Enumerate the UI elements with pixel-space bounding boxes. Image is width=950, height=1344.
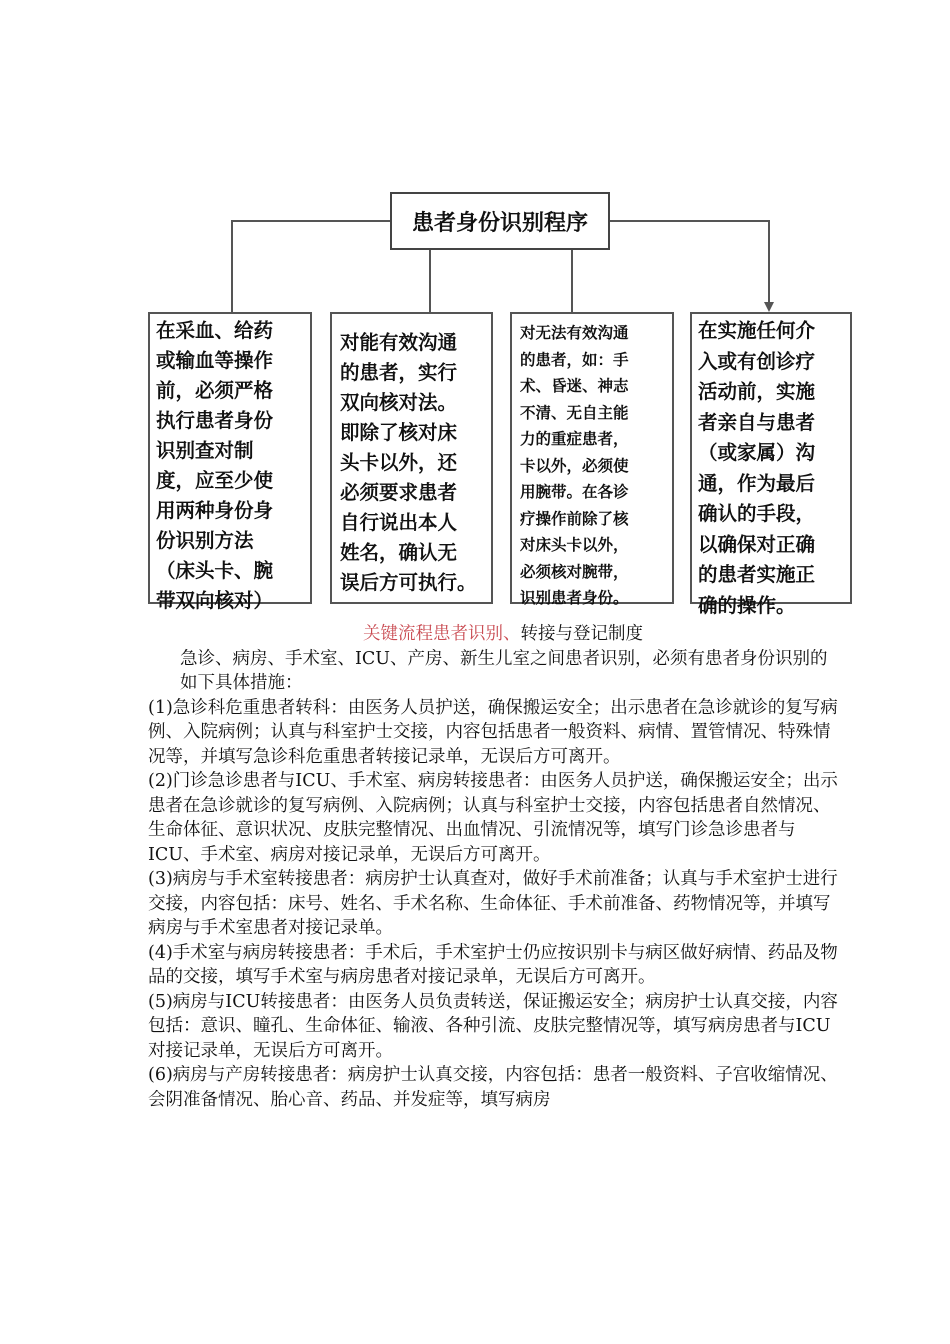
identification-flowchart [0,0,950,620]
procedure-box-text: 对无法有效沟通 的患者，如：手 术、昏迷、神志 不清、无自主能 力的重症患者， 卡以外，必须使 用腕带。在各诊 疗操作前除了核 对床头卡以外， 必须核对腕带， 识别患者身份。 [520,324,629,607]
procedure-box-blood-drug [148,312,312,612]
flowchart-title-box [390,192,610,250]
paragraph-1: (1)急诊科危重患者转科：由医务人员护送，确保搬运安全；出示患者在急诊就诊的复写病例、入院病例；认真与科室护士交接，内容包括患者一般资料、病情、置管情况、特殊情况等，并填写急诊科危重患者转接记录单，无误后方可离开。 [148,697,838,767]
section-title [168,622,838,647]
procedure-box-communicative-patient [330,312,493,604]
paragraph-6: (6)病房与产房转接患者：病房护士认真交接，内容包括：患者一般资料、子宫收缩情况、会阴准备情况、胎心音、药品、并发症等，填写病房 [148,1065,838,1110]
paragraph-5: (5)病房与ICU转接患者：由医务人员负责转送，保证搬运安全；病房护士认真交接，内容包括：意识、瞳孔、生命体征、输液、各种引流、皮肤完整情况等，填写病房患者与ICU对接记录单，无误后方可离开。 [148,991,838,1061]
paragraph-2: (2)门诊急诊患者与ICU、手术室、病房转接患者：由医务人员护送，确保搬运安全；出示患者在急诊就诊的复写病例、入院病例；认真与科室护士交接，内容包括患者自然情况、生命体征、意识状况、皮肤完整情况、出血情况、引流情况等，填写门诊急诊患者与ICU、手术室、病房对接记录单，无误后方可离开。 [148,771,838,865]
procedure-box-non-communicative-patient [510,312,674,607]
intro-paragraph: 急诊、病房、手术室、ICU、产房、新生儿室之间患者识别，必须有患者身份识别的如下具体措施： [180,648,828,693]
section-title-accent: 关键流程患者识别、 [363,624,521,644]
procedure-box-text: 对能有效沟通 的患者，实行 双向核对法。 即除了核对床 头卡以外，还 必须要求患者 自行说出本人 姓名，确认无 误后方可执行。 [340,331,477,594]
document-body [148,622,838,1112]
procedure-box-text: 在采血、给药 或输血等操作 前，必须严格 执行患者身份 识别查对制 度，应至少使 用两种身份身 份识别方法 （床头卡、腕 带双向核对） [156,319,274,612]
procedure-box-text: 在实施任何介 入或有创诊疗 活动前，实施 者亲自与患者 （或家属）沟 通，作为最后 确认的手段， 以确保对正确 的患者实施正 确的操作。 [698,319,816,617]
paragraph-4: (4)手术室与病房转接患者：手术后，手术室护士仍应按识别卡与病区做好病情、药品及物品的交接，填写手术室与病房患者对接记录单，无误后方可离开。 [148,942,838,987]
section-title-rest: 转接与登记制度 [520,624,643,644]
paragraph-3: (3)病房与手术室转接患者：病房护士认真查对，做好手术前准备；认真与手术室护士进行交接，内容包括：床号、姓名、手术名称、生命体征、手术前准备、药物情况等，并填写病房与手术室患者对接记录单。 [148,869,838,938]
flowchart-title: 患者身份识别程序 [411,210,588,236]
procedure-box-invasive-procedure [690,312,852,617]
